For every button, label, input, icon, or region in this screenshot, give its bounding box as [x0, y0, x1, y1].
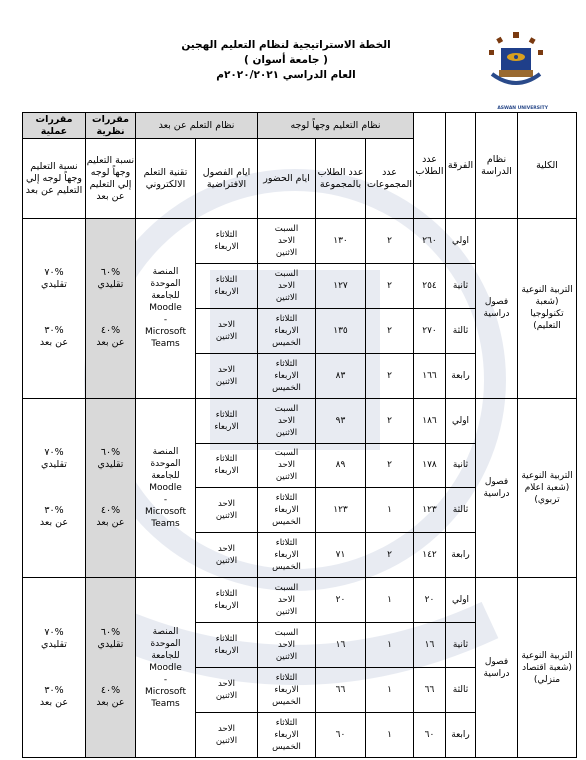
attendance-days-cell	[258, 712, 316, 757]
students-cell: ١٦٦	[414, 353, 446, 398]
virtual-day: الاحد	[218, 544, 235, 555]
theory-top-pct: %٦٠	[100, 267, 121, 279]
groups-cell: ٢	[366, 398, 414, 443]
virtual-day: الاحد	[218, 723, 235, 734]
per-group-cell: ٦٦	[316, 668, 366, 713]
tech-line: للجامعة	[151, 650, 180, 661]
page-header	[0, 30, 586, 111]
attendance-days-cell	[258, 398, 316, 443]
hybrid-plan-table	[22, 112, 577, 758]
attendance-days-cell	[258, 443, 316, 488]
virtual-day: الثلاثاء	[215, 454, 238, 465]
virtual-day: الثلاثاء	[215, 409, 238, 420]
attendance-day: الثلاثاء	[275, 493, 298, 504]
virtual-days-cell	[196, 578, 258, 623]
virtual-day: الاثنين	[215, 556, 238, 567]
virtual-day: الاحد	[218, 319, 235, 330]
college-cell	[518, 578, 577, 758]
tech-line: -	[163, 674, 168, 685]
virtual-days-cell	[196, 308, 258, 353]
per-group-cell: ٩٣	[316, 398, 366, 443]
theory-bottom-label: عن بعد	[96, 337, 125, 349]
study-system-cell	[476, 578, 518, 758]
attendance-day: الاربعاء	[274, 325, 299, 336]
virtual-day: الاحد	[218, 679, 235, 690]
tech-line: Microsoft	[145, 506, 186, 517]
theory-top-pct: %٦٠	[100, 626, 121, 638]
col-practical-ratio: نسبة التعليم وجهاً لوجه إلي التعليم عن بعد	[23, 139, 86, 219]
students-cell: ٢٥٤	[414, 263, 446, 308]
students-cell: ١٨٦	[414, 398, 446, 443]
virtual-days-cell	[196, 219, 258, 264]
virtual-day: الاثنين	[215, 376, 238, 387]
virtual-day: الثلاثاء	[215, 589, 238, 600]
col-face-to-face: نظام التعليم وجهاً لوجه	[258, 113, 414, 139]
per-group-cell: ٦٠	[316, 712, 366, 757]
tech-line: Teams	[151, 698, 180, 709]
tech-line: الموحدة	[150, 458, 181, 469]
elearn-tech-cell	[136, 219, 196, 399]
attendance-days-cell	[258, 219, 316, 264]
year-cell: رابعة	[446, 353, 476, 398]
students-cell: ٢٠	[414, 578, 446, 623]
year-cell: ثانية	[446, 623, 476, 668]
tech-line: Microsoft	[145, 686, 186, 697]
students-cell: ٢٦٠	[414, 219, 446, 264]
header-academic-year: العام الدراسي ٢٠٢٠/٢٠٢١م	[216, 69, 356, 81]
year-cell: رابعة	[446, 712, 476, 757]
attendance-day: السبت	[274, 223, 299, 234]
attendance-day: السبت	[274, 583, 299, 594]
attendance-day: الخميس	[272, 562, 301, 573]
per-group-cell: ١٢٣	[316, 488, 366, 533]
students-cell: ١٧٨	[414, 443, 446, 488]
per-group-cell: ٨٣	[316, 353, 366, 398]
groups-cell: ١	[366, 712, 414, 757]
virtual-day: الاحد	[218, 499, 235, 510]
attendance-days-cell	[258, 308, 316, 353]
col-elearn-tech: تقنية التعلم الالكتروني	[136, 139, 196, 219]
attendance-day: الاحد	[278, 235, 295, 246]
practical-ratio-cell	[23, 219, 86, 399]
theory-bottom-pct: %٤٠	[100, 684, 121, 696]
practical-bottom-pct: %٣٠	[44, 504, 64, 516]
college-name: التربية النوعية (شعبة تكنولوجيا التعليم)	[521, 285, 573, 332]
per-group-cell: ١٢٧	[316, 263, 366, 308]
tech-line: المنصة	[152, 446, 179, 457]
theory-top-label: تقليدي	[97, 638, 124, 650]
students-cell: ١٤٢	[414, 533, 446, 578]
practical-top-pct: %٧٠	[44, 626, 64, 638]
tech-line: Moodle	[149, 482, 182, 493]
col-practical: مقررات عملية	[23, 113, 86, 139]
virtual-day: الاثنين	[215, 511, 238, 522]
virtual-day: الاثنين	[215, 331, 238, 342]
logo-caption: ASWAN UNIVERSITY	[497, 106, 548, 111]
year-cell: اولي	[446, 398, 476, 443]
practical-top-pct: %٧٠	[44, 267, 64, 279]
tech-line: المنصة	[152, 267, 179, 278]
theory-top-label: تقليدي	[97, 279, 124, 291]
attendance-day: الاثنين	[275, 292, 298, 303]
attendance-day: الثلاثاء	[275, 538, 298, 549]
virtual-day: الثلاثاء	[215, 229, 238, 240]
attendance-day: السبت	[274, 448, 299, 459]
year-cell: ثالثة	[446, 668, 476, 713]
attendance-day: الاثنين	[275, 427, 298, 438]
year-cell: رابعة	[446, 533, 476, 578]
col-per-group: عدد الطلاب بالمجموعة	[316, 139, 366, 219]
virtual-day: الاربعاء	[214, 646, 239, 657]
attendance-day: الاربعاء	[274, 550, 299, 561]
header-title-block	[156, 38, 416, 83]
per-group-cell: ٢٠	[316, 578, 366, 623]
virtual-days-cell	[196, 398, 258, 443]
practical-bottom-pct: %٣٠	[44, 325, 64, 337]
theory-top-label: تقليدي	[97, 458, 124, 470]
practical-ratio-cell	[23, 578, 86, 758]
theoretical-ratio-cell	[86, 398, 136, 578]
students-cell: ١٢٣	[414, 488, 446, 533]
college-name: التربية النوعية (شعبة اعلام تربوي)	[521, 470, 573, 505]
virtual-day: الثلاثاء	[215, 634, 238, 645]
students-cell: ٢٧٠	[414, 308, 446, 353]
study-system-cell	[476, 398, 518, 578]
elearn-tech-cell	[136, 578, 196, 758]
groups-cell: ١	[366, 488, 414, 533]
per-group-cell: ١٦	[316, 623, 366, 668]
attendance-day: الاربعاء	[274, 505, 299, 516]
virtual-days-cell	[196, 353, 258, 398]
per-group-cell: ٨٩	[316, 443, 366, 488]
attendance-day: الخميس	[272, 741, 301, 752]
virtual-days-cell	[196, 533, 258, 578]
col-groups: عدد المجموعات	[366, 139, 414, 219]
elearn-tech-cell	[136, 398, 196, 578]
groups-cell: ١	[366, 668, 414, 713]
col-students: عدد الطلاب	[414, 113, 446, 219]
aswan-university-logo	[486, 30, 546, 96]
groups-cell: ١	[366, 578, 414, 623]
attendance-day: الاربعاء	[274, 370, 299, 381]
year-cell: ثانية	[446, 443, 476, 488]
tech-line: Microsoft	[145, 327, 186, 338]
students-cell: ١٦	[414, 623, 446, 668]
groups-cell: ٢	[366, 353, 414, 398]
year-cell: ثانية	[446, 263, 476, 308]
theoretical-ratio-cell	[86, 578, 136, 758]
tech-line: -	[163, 494, 168, 505]
attendance-day: الاربعاء	[274, 729, 299, 740]
per-group-cell: ٧١	[316, 533, 366, 578]
col-study-system: نظام الدراسة	[476, 113, 518, 219]
attendance-days-cell	[258, 488, 316, 533]
tech-line: المنصة	[152, 626, 179, 637]
practical-top-label: تقليدي	[41, 279, 67, 291]
col-distance: نظام التعلم عن بعد	[136, 113, 258, 139]
year-cell: اولي	[446, 219, 476, 264]
attendance-day: الخميس	[272, 337, 301, 348]
col-year: الفرقة	[446, 113, 476, 219]
attendance-day: الثلاثاء	[275, 313, 298, 324]
college-cell	[518, 398, 577, 578]
attendance-day: الاثنين	[275, 652, 298, 663]
attendance-day: الثلاثاء	[275, 717, 298, 728]
groups-cell: ٢	[366, 533, 414, 578]
attendance-days-cell	[258, 578, 316, 623]
practical-bottom-label: عن بعد	[39, 516, 69, 528]
virtual-day: الاربعاء	[214, 421, 239, 432]
virtual-day: الاربعاء	[214, 241, 239, 252]
tech-line: Moodle	[149, 303, 182, 314]
header-title: الخطة الاستراتيجية لنظام التعليم الهجين	[181, 39, 391, 51]
groups-cell: ٢	[366, 443, 414, 488]
attendance-days-cell	[258, 533, 316, 578]
per-group-cell: ١٣٠	[316, 219, 366, 264]
attendance-day: الاثنين	[275, 247, 298, 258]
attendance-day: الاثنين	[275, 472, 298, 483]
attendance-day: السبت	[274, 628, 299, 639]
col-attendance-days: ايام الحضور	[258, 139, 316, 219]
tech-line: -	[163, 315, 168, 326]
attendance-day: السبت	[274, 268, 299, 279]
study-system-name: فصول دراسية	[483, 476, 510, 499]
table-row	[23, 219, 577, 264]
virtual-days-cell	[196, 443, 258, 488]
theoretical-ratio-cell	[86, 219, 136, 399]
practical-top-pct: %٧٠	[44, 446, 64, 458]
attendance-days-cell	[258, 263, 316, 308]
virtual-day: الاربعاء	[214, 286, 239, 297]
tech-line: Moodle	[149, 662, 182, 673]
tech-line: للجامعة	[151, 470, 180, 481]
tech-line: للجامعة	[151, 291, 180, 302]
practical-top-label: تقليدي	[41, 458, 67, 470]
year-cell: اولي	[446, 578, 476, 623]
tech-line: Teams	[151, 339, 180, 350]
theory-bottom-label: عن بعد	[96, 516, 125, 528]
attendance-day: الاحد	[278, 280, 295, 291]
attendance-day: الثلاثاء	[275, 358, 298, 369]
attendance-day: الاثنين	[275, 607, 298, 618]
practical-top-label: تقليدي	[41, 638, 67, 650]
virtual-day: الاربعاء	[214, 466, 239, 477]
attendance-day: الثلاثاء	[275, 673, 298, 684]
col-virtual-days: ايام الفصول الافتراضية	[196, 139, 258, 219]
virtual-day: الاربعاء	[214, 601, 239, 612]
study-system-cell	[476, 219, 518, 399]
students-cell: ٦٦	[414, 668, 446, 713]
attendance-day: الخميس	[272, 517, 301, 528]
practical-bottom-pct: %٣٠	[44, 684, 64, 696]
practical-bottom-label: عن بعد	[39, 337, 69, 349]
tech-line: Teams	[151, 518, 180, 529]
groups-cell: ٢	[366, 263, 414, 308]
table-row	[23, 578, 577, 623]
attendance-day: السبت	[274, 403, 299, 414]
study-system-name: فصول دراسية	[483, 656, 510, 679]
practical-bottom-label: عن بعد	[39, 696, 69, 708]
attendance-day: الاربعاء	[274, 685, 299, 696]
tech-line: الموحدة	[150, 638, 181, 649]
year-cell: ثالثة	[446, 488, 476, 533]
theory-bottom-label: عن بعد	[96, 696, 125, 708]
attendance-day: الخميس	[272, 697, 301, 708]
study-system-name: فصول دراسية	[483, 297, 510, 320]
groups-cell: ١	[366, 623, 414, 668]
per-group-cell: ١٣٥	[316, 308, 366, 353]
virtual-days-cell	[196, 263, 258, 308]
virtual-days-cell	[196, 668, 258, 713]
col-theoretical: مقررات نظرية	[86, 113, 136, 139]
theory-top-pct: %٦٠	[100, 446, 121, 458]
attendance-day: الاحد	[278, 460, 295, 471]
attendance-day: الخميس	[272, 382, 301, 393]
groups-cell: ٢	[366, 219, 414, 264]
attendance-day: الاحد	[278, 595, 295, 606]
virtual-day: الاثنين	[215, 691, 238, 702]
groups-cell: ٢	[366, 308, 414, 353]
virtual-day: الاحد	[218, 364, 235, 375]
theory-bottom-pct: %٤٠	[100, 325, 121, 337]
virtual-day: الثلاثاء	[215, 274, 238, 285]
attendance-days-cell	[258, 668, 316, 713]
theory-bottom-pct: %٤٠	[100, 504, 121, 516]
college-name: التربية النوعية (شعبة اقتصاد منزلي)	[521, 650, 573, 685]
virtual-days-cell	[196, 488, 258, 533]
table-row	[23, 398, 577, 443]
header-university: ( جامعة أسوان )	[244, 54, 328, 66]
tech-line: الموحدة	[150, 279, 181, 290]
practical-ratio-cell	[23, 398, 86, 578]
students-cell: ٦٠	[414, 712, 446, 757]
attendance-day: الاحد	[278, 640, 295, 651]
virtual-days-cell	[196, 623, 258, 668]
attendance-day: الاحد	[278, 415, 295, 426]
attendance-days-cell	[258, 623, 316, 668]
year-cell: ثالثة	[446, 308, 476, 353]
col-theoretical-ratio: نسبة التعليم وجهاً لوجه إلي التعليم عن بعد	[86, 139, 136, 219]
virtual-day: الاثنين	[215, 735, 238, 746]
virtual-days-cell	[196, 712, 258, 757]
college-cell	[518, 219, 577, 399]
attendance-days-cell	[258, 353, 316, 398]
col-college: الكلية	[518, 113, 577, 219]
